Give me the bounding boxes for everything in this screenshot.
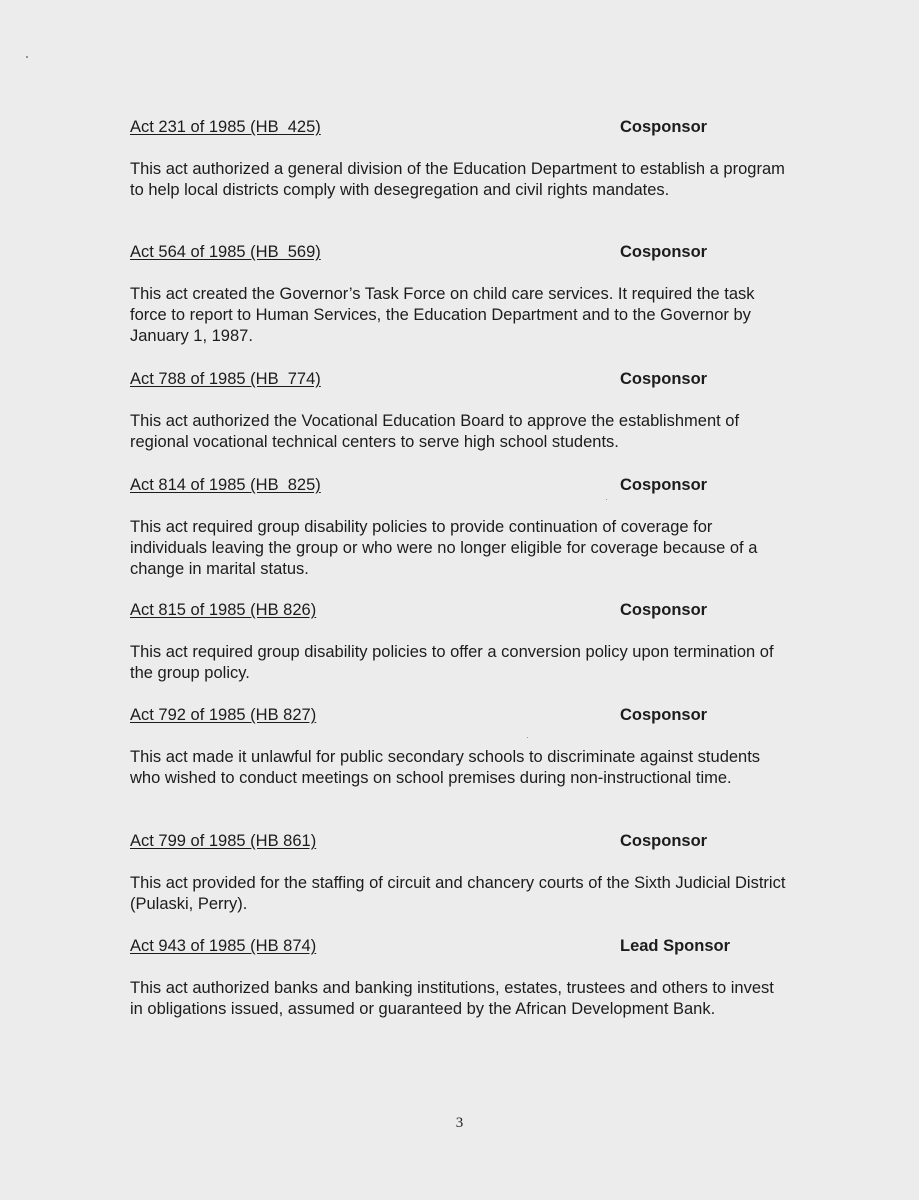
act-heading bbox=[130, 242, 790, 264]
act-entry bbox=[130, 475, 790, 580]
sponsor-role: Cosponsor bbox=[620, 601, 708, 619]
act-heading bbox=[130, 600, 790, 622]
sponsor-role: Cosponsor bbox=[620, 243, 708, 261]
act-title: Act 943 of 1985 (HB 874) bbox=[130, 937, 317, 955]
scan-speck bbox=[606, 499, 607, 500]
act-title: Act 815 of 1985 (HB 826) bbox=[130, 601, 317, 619]
act-description: This act created the Governor’s Task Force on child care services. It required the task force to report to Human Services, the Education Department and to the Governor by January 1, 1987. bbox=[130, 285, 755, 345]
act-heading bbox=[130, 117, 790, 139]
act-description: This act authorized a general division of the Education Department to establish a program to help local districts comply with desegregation and civil rights mandates. bbox=[130, 160, 785, 199]
act-description: This act required group disability policies to provide continuation of coverage for individuals leaving the group or who were no longer eligible for coverage because of a change in marital status. bbox=[130, 518, 758, 578]
act-title: Act 231 of 1985 (HB 425) bbox=[130, 118, 321, 136]
act-entry bbox=[130, 117, 790, 201]
act-heading bbox=[130, 831, 790, 853]
act-entry bbox=[130, 936, 790, 1020]
sponsor-role: Cosponsor bbox=[620, 370, 708, 388]
act-title: Act 799 of 1985 (HB 861) bbox=[130, 832, 317, 850]
act-title: Act 788 of 1985 (HB 774) bbox=[130, 370, 321, 388]
act-heading bbox=[130, 475, 790, 497]
act-heading bbox=[130, 705, 790, 727]
act-entry bbox=[130, 369, 790, 453]
act-title: Act 792 of 1985 (HB 827) bbox=[130, 706, 317, 724]
act-heading bbox=[130, 936, 790, 958]
sponsor-role: Cosponsor bbox=[620, 706, 708, 724]
act-entry bbox=[130, 600, 790, 684]
act-description: This act provided for the staffing of circuit and chancery courts of the Sixth Judicial District (Pulaski, Perry). bbox=[130, 874, 786, 913]
act-entry bbox=[130, 242, 790, 347]
act-heading bbox=[130, 369, 790, 391]
scan-speck bbox=[527, 737, 528, 738]
act-description: This act required group disability policies to offer a conversion policy upon termination of the group policy. bbox=[130, 643, 774, 682]
sponsor-role: Cosponsor bbox=[620, 832, 708, 850]
act-entry bbox=[130, 705, 790, 789]
sponsor-role: Cosponsor bbox=[620, 476, 708, 494]
sponsor-role: Lead Sponsor bbox=[620, 937, 731, 955]
act-description: This act authorized banks and banking institutions, estates, trustees and others to invest in obligations issued, assumed or guaranteed by the African Development Bank. bbox=[130, 979, 774, 1018]
page-number: 3 bbox=[455, 1115, 464, 1131]
act-description: This act made it unlawful for public secondary schools to discriminate against students who wished to conduct meetings on school premises during non-instructional time. bbox=[130, 748, 761, 787]
act-title: Act 814 of 1985 (HB 825) bbox=[130, 476, 321, 494]
act-entry bbox=[130, 831, 790, 915]
act-description: This act authorized the Vocational Education Board to approve the establishment of regional vocational technical centers to serve high school students. bbox=[130, 412, 740, 451]
act-title: Act 564 of 1985 (HB 569) bbox=[130, 243, 321, 261]
sponsor-role: Cosponsor bbox=[620, 118, 708, 136]
scan-speck bbox=[26, 56, 28, 58]
